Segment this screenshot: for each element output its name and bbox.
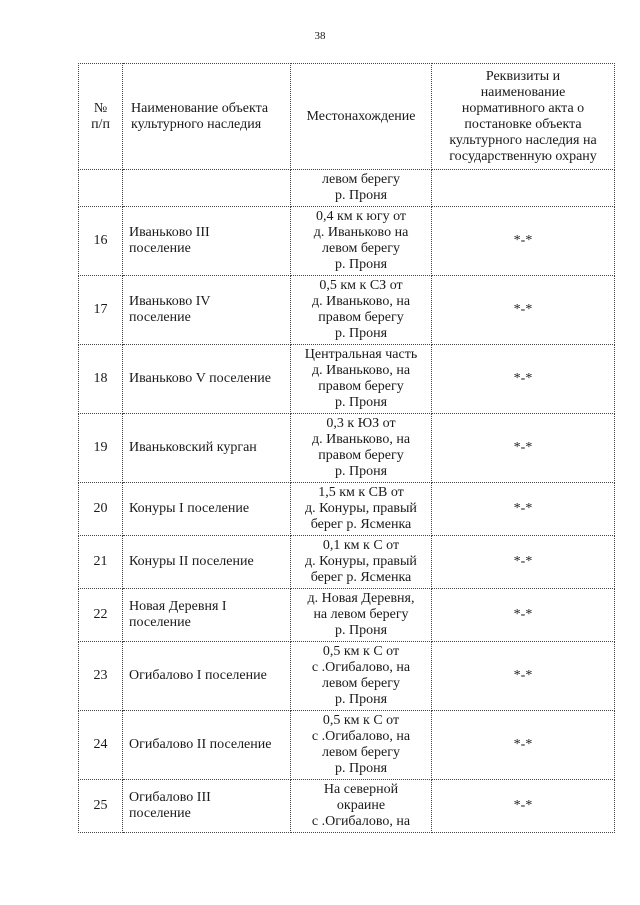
object-location: 0,3 к ЮЗ от д. Иваньково, на правом берегу р. Проня <box>291 414 432 483</box>
row-number: 18 <box>79 345 123 414</box>
object-location: 1,5 км к СВ от д. Конуры, правый берег р. Ясменка <box>291 483 432 536</box>
row-number: 20 <box>79 483 123 536</box>
object-requisites: *-* <box>432 345 615 414</box>
page-number: 38 <box>314 30 326 42</box>
object-location: 0,4 км к югу от д. Иваньково на левом берегу р. Проня <box>291 207 432 276</box>
object-location: 0,5 км к С от с .Огибалово, на левом берегу р. Проня <box>291 642 432 711</box>
header-number: № п/п <box>79 64 123 170</box>
object-location: 0,5 км к СЗ от д. Иваньково, на правом берегу р. Проня <box>291 276 432 345</box>
object-location: Центральная часть д. Иваньково, на правом берегу р. Проня <box>291 345 432 414</box>
object-location: д. Новая Деревня, на левом берегу р. Проня <box>291 589 432 642</box>
table-row <box>79 483 615 536</box>
object-requisites: *-* <box>432 711 615 780</box>
row-number: 21 <box>79 536 123 589</box>
row-number: 19 <box>79 414 123 483</box>
object-name: Огибалово I поселение <box>123 642 291 711</box>
row-number: 16 <box>79 207 123 276</box>
row-number: 24 <box>79 711 123 780</box>
table-row <box>79 780 615 833</box>
object-name: Конуры II поселение <box>123 536 291 589</box>
object-requisites: *-* <box>432 483 615 536</box>
header-location: Местонахождение <box>291 64 432 170</box>
table-row <box>79 711 615 780</box>
object-name: Иваньково V поселение <box>123 345 291 414</box>
object-location: левом берегу р. Проня <box>291 170 432 207</box>
object-name: Огибалово II поселение <box>123 711 291 780</box>
object-name: Конуры I поселение <box>123 483 291 536</box>
heritage-objects-table <box>78 63 615 833</box>
object-location: 0,1 км к С от д. Конуры, правый берег р. Ясменка <box>291 536 432 589</box>
object-requisites <box>432 170 615 207</box>
header-requisites: Реквизиты и наименование нормативного акта о постановке объекта культурного наследия на государственную охрану <box>432 64 615 170</box>
row-number <box>79 170 123 207</box>
object-requisites: *-* <box>432 276 615 345</box>
object-name: Огибалово III поселение <box>123 780 291 833</box>
table-row <box>79 536 615 589</box>
header-object-name: Наименование объекта культурного наследия <box>123 64 291 170</box>
object-name: Иваньково IV поселение <box>123 276 291 345</box>
table-row <box>79 276 615 345</box>
object-name <box>123 170 291 207</box>
object-name: Новая Деревня I поселение <box>123 589 291 642</box>
table-row <box>79 345 615 414</box>
table-row <box>79 207 615 276</box>
table-row <box>79 414 615 483</box>
table-row <box>79 589 615 642</box>
row-number: 25 <box>79 780 123 833</box>
table-row <box>79 642 615 711</box>
object-location: 0,5 км к С от с .Огибалово, на левом берегу р. Проня <box>291 711 432 780</box>
object-name: Иваньково III поселение <box>123 207 291 276</box>
row-number: 17 <box>79 276 123 345</box>
object-requisites: *-* <box>432 780 615 833</box>
object-requisites: *-* <box>432 536 615 589</box>
table-header-row <box>79 64 615 170</box>
object-name: Иваньковский курган <box>123 414 291 483</box>
row-number: 23 <box>79 642 123 711</box>
row-number: 22 <box>79 589 123 642</box>
object-requisites: *-* <box>432 642 615 711</box>
object-requisites: *-* <box>432 414 615 483</box>
object-requisites: *-* <box>432 207 615 276</box>
object-requisites: *-* <box>432 589 615 642</box>
table-row <box>79 170 615 207</box>
object-location: На северной окраине с .Огибалово, на <box>291 780 432 833</box>
